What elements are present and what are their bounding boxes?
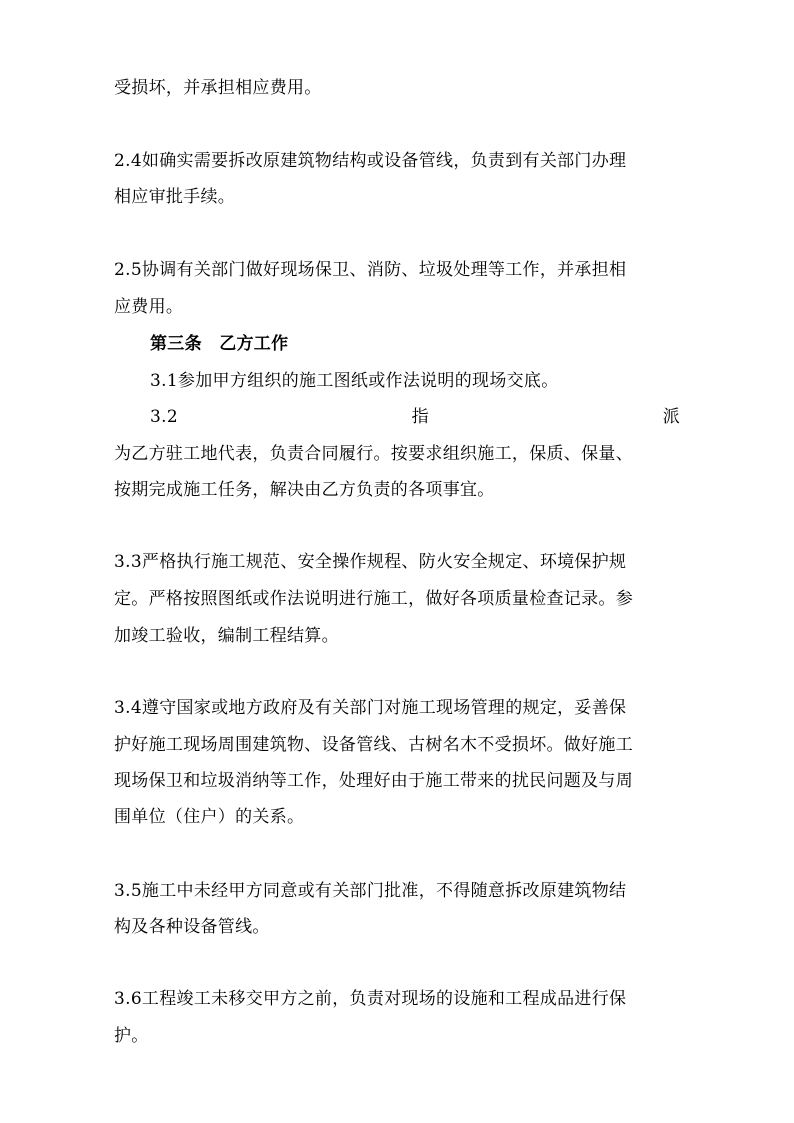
clause-3-4-line-4: 围单位（住户）的关系。 — [114, 807, 305, 827]
clause-3-4-line-1: 3.4遵守国家或地方政府及有关部门对施工现场管理的规定，妥善保 — [114, 698, 627, 718]
clause-3-6-line-2: 护。 — [114, 1026, 149, 1046]
clause-2-5-line-1: 2.5协调有关部门做好现场保卫、消防、垃圾处理等工作，并承担相 — [114, 260, 627, 280]
clause-3-3-line-2: 定。严格按照图纸或作法说明进行施工，做好各项质量检查记录。参 — [114, 589, 633, 609]
clause-2-4-line-2: 相应审批手续。 — [114, 187, 236, 207]
clause-3-3-line-1: 3.3严格执行施工规范、安全操作规程、防火安全规定、环境保护规 — [114, 552, 627, 572]
clause-3-3-line-3: 加竣工验收，编制工程结算。 — [114, 626, 339, 646]
clause-3-4-line-3: 现场保卫和垃圾消纳等工作，处理好由于施工带来的扰民问题及与周 — [114, 771, 633, 791]
clause-2-5-line-2: 应费用。 — [114, 297, 184, 317]
clause-3-4-line-2: 护好施工现场周围建筑物、设备管线、古树名木不受损坏。做好施工 — [114, 735, 633, 755]
clause-3-2-line-3: 按期完成施工任务，解决由乙方负责的各项事宜。 — [114, 480, 495, 500]
clause-3-5-line-2: 构及各种设备管线。 — [114, 917, 270, 937]
clause-3-6-line-1: 3.6工程竣工未移交甲方之前，负责对现场的设施和工程成品进行保 — [114, 989, 627, 1009]
clause-3-1: 3.1参加甲方组织的施工图纸或作法说明的现场交底。 — [150, 371, 559, 391]
clause-3-2-number: 3.2 — [150, 407, 178, 427]
clause-3-2-line-2: 为乙方驻工地代表，负责合同履行。按要求组织施工，保质、保量、 — [114, 444, 633, 464]
clause-3-5-line-1: 3.5施工中未经甲方同意或有关部门批准，不得随意拆改原建筑物结 — [114, 881, 627, 901]
clause-3-2-word-1: 指 — [411, 407, 429, 427]
clause-2-4-line-1: 2.4如确实需要拆改原建筑物结构或设备管线，负责到有关部门办理 — [114, 151, 627, 171]
text-line: 受损坏，并承担相应费用。 — [114, 78, 322, 98]
section-heading: 第三条 乙方工作 — [150, 334, 289, 354]
clause-3-2-line-1 — [150, 406, 680, 428]
clause-3-2-word-2: 派 — [662, 407, 680, 427]
